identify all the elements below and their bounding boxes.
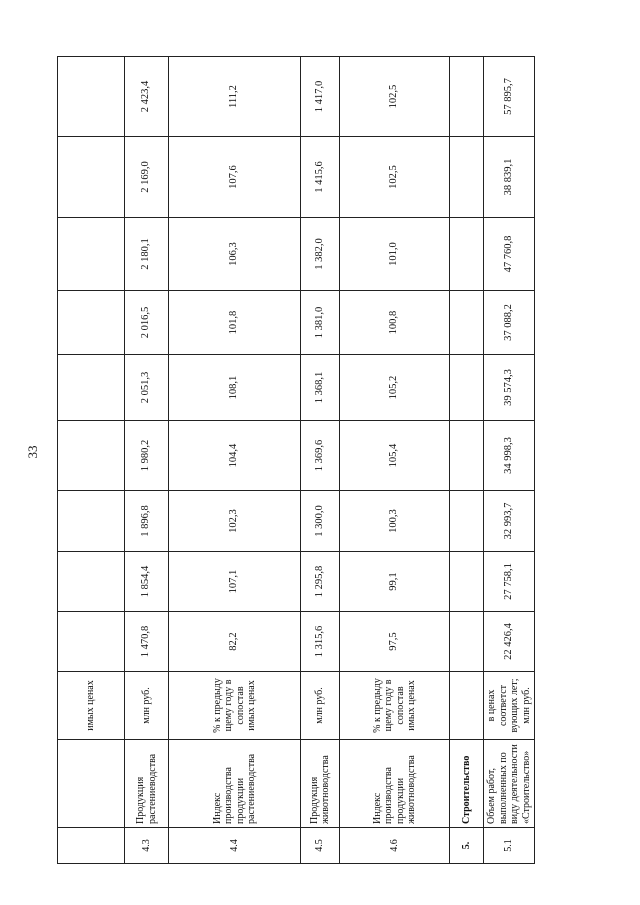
table-cell-name: Продукция животноводства	[301, 740, 340, 828]
table-cell	[450, 552, 484, 612]
table-cell-value: 1 368,1	[301, 355, 340, 421]
table-cell-value: 107,1	[169, 552, 301, 612]
table-cell-value: 99,1	[340, 552, 450, 612]
table-cell-value: 2 051,3	[125, 355, 169, 421]
table-cell	[450, 57, 484, 137]
table-cell-value: 1 470,8	[125, 612, 169, 672]
table-cell-name: Продукция растениеводства	[125, 740, 169, 828]
table-row	[484, 57, 535, 864]
table-cell-value: 102,5	[340, 57, 450, 137]
table-cell-value: 2 016,5	[125, 291, 169, 355]
table-row	[125, 57, 169, 864]
table-cell-value: 1 315,6	[301, 612, 340, 672]
table-cell-value: 2 423,4	[125, 57, 169, 137]
table-cell-value: 105,4	[340, 421, 450, 491]
table-cell-value: 38 839,1	[484, 137, 535, 218]
table-cell-value: 1 300,0	[301, 491, 340, 552]
table-cell-value: 1 369,6	[301, 421, 340, 491]
table-cell-value: 1 381,0	[301, 291, 340, 355]
table-cell-unit: имых ценах	[58, 672, 125, 740]
table-cell-value: 34 998,3	[484, 421, 535, 491]
table-cell	[450, 421, 484, 491]
table-cell-unit: млн руб.	[301, 672, 340, 740]
table-cell	[58, 355, 125, 421]
table-cell-value: 1 980,2	[125, 421, 169, 491]
table-cell	[450, 355, 484, 421]
table-cell-value: 37 088,2	[484, 291, 535, 355]
table-row	[169, 57, 301, 864]
table-cell-value: 101,8	[169, 291, 301, 355]
table-cell-code: 4.6	[340, 828, 450, 864]
table-cell-value: 106,3	[169, 218, 301, 291]
table-cell-value: 1 415,6	[301, 137, 340, 218]
table-cell-name: Индекс производства продукции растениеводства	[169, 740, 301, 828]
table-cell	[450, 218, 484, 291]
table-cell-value: 32 993,7	[484, 491, 535, 552]
table-cell-value: 1 854,4	[125, 552, 169, 612]
table-cell	[58, 421, 125, 491]
table-row	[340, 57, 450, 864]
table-cell	[58, 218, 125, 291]
table-cell-value: 1 382,0	[301, 218, 340, 291]
statistics-table	[57, 56, 535, 864]
table-cell	[58, 740, 125, 828]
table-cell-code: 5.1	[484, 828, 535, 864]
table-cell	[58, 137, 125, 218]
table-cell-code: 4.4	[169, 828, 301, 864]
table-cell-value: 57 895,7	[484, 57, 535, 137]
table-cell	[450, 612, 484, 672]
table-cell-name: Объем работ, выполненных по виду деятельности «Строительство»	[484, 740, 535, 828]
table-cell	[450, 491, 484, 552]
table-cell-value: 100,8	[340, 291, 450, 355]
table-cell-value: 2 180,1	[125, 218, 169, 291]
table-cell-code: 4.5	[301, 828, 340, 864]
table-cell-value: 104,4	[169, 421, 301, 491]
table-cell-value: 101,0	[340, 218, 450, 291]
table-cell-value: 105,2	[340, 355, 450, 421]
table-row-continuation	[58, 57, 125, 864]
table-cell-unit: % к предыду щему году в сопостав имых ценах	[340, 672, 450, 740]
table-cell-value: 102,3	[169, 491, 301, 552]
table-cell	[450, 137, 484, 218]
table-cell	[58, 291, 125, 355]
table-frame	[57, 57, 532, 864]
table-cell	[58, 828, 125, 864]
table-section-row	[450, 57, 484, 864]
table-cell-value: 39 574,3	[484, 355, 535, 421]
page-number: 33	[25, 445, 40, 459]
table-cell	[58, 612, 125, 672]
table-cell-value: 27 758,1	[484, 552, 535, 612]
table-cell-unit: в ценах соответст вующих лет; млн руб.	[484, 672, 535, 740]
table-cell-value: 1 295,8	[301, 552, 340, 612]
table-cell	[58, 552, 125, 612]
table-cell-code: 4.3	[125, 828, 169, 864]
table-cell-value: 47 760,8	[484, 218, 535, 291]
table-cell	[450, 672, 484, 740]
table-cell-unit: % к предыду щему году в сопостав имых ценах	[169, 672, 301, 740]
section-code: 5.	[450, 828, 484, 864]
table-cell-value: 82,2	[169, 612, 301, 672]
table-cell	[450, 291, 484, 355]
table-cell-unit: млн руб.	[125, 672, 169, 740]
table-cell-value: 108,1	[169, 355, 301, 421]
table-cell-value: 1 896,8	[125, 491, 169, 552]
table-cell-value: 100,3	[340, 491, 450, 552]
table-cell	[58, 491, 125, 552]
table-cell-value: 1 417,0	[301, 57, 340, 137]
rotated-table-container	[57, 57, 532, 864]
table-cell-value: 22 426,4	[484, 612, 535, 672]
table-cell-value: 102,5	[340, 137, 450, 218]
table-cell	[58, 57, 125, 137]
table-row	[301, 57, 340, 864]
table-cell-value: 107,6	[169, 137, 301, 218]
table-cell-value: 111,2	[169, 57, 301, 137]
table-cell-name: Индекс производства продукции животноводства	[340, 740, 450, 828]
table-cell-value: 97,5	[340, 612, 450, 672]
table-cell-value: 2 169,0	[125, 137, 169, 218]
section-title: Строительство	[450, 740, 484, 828]
